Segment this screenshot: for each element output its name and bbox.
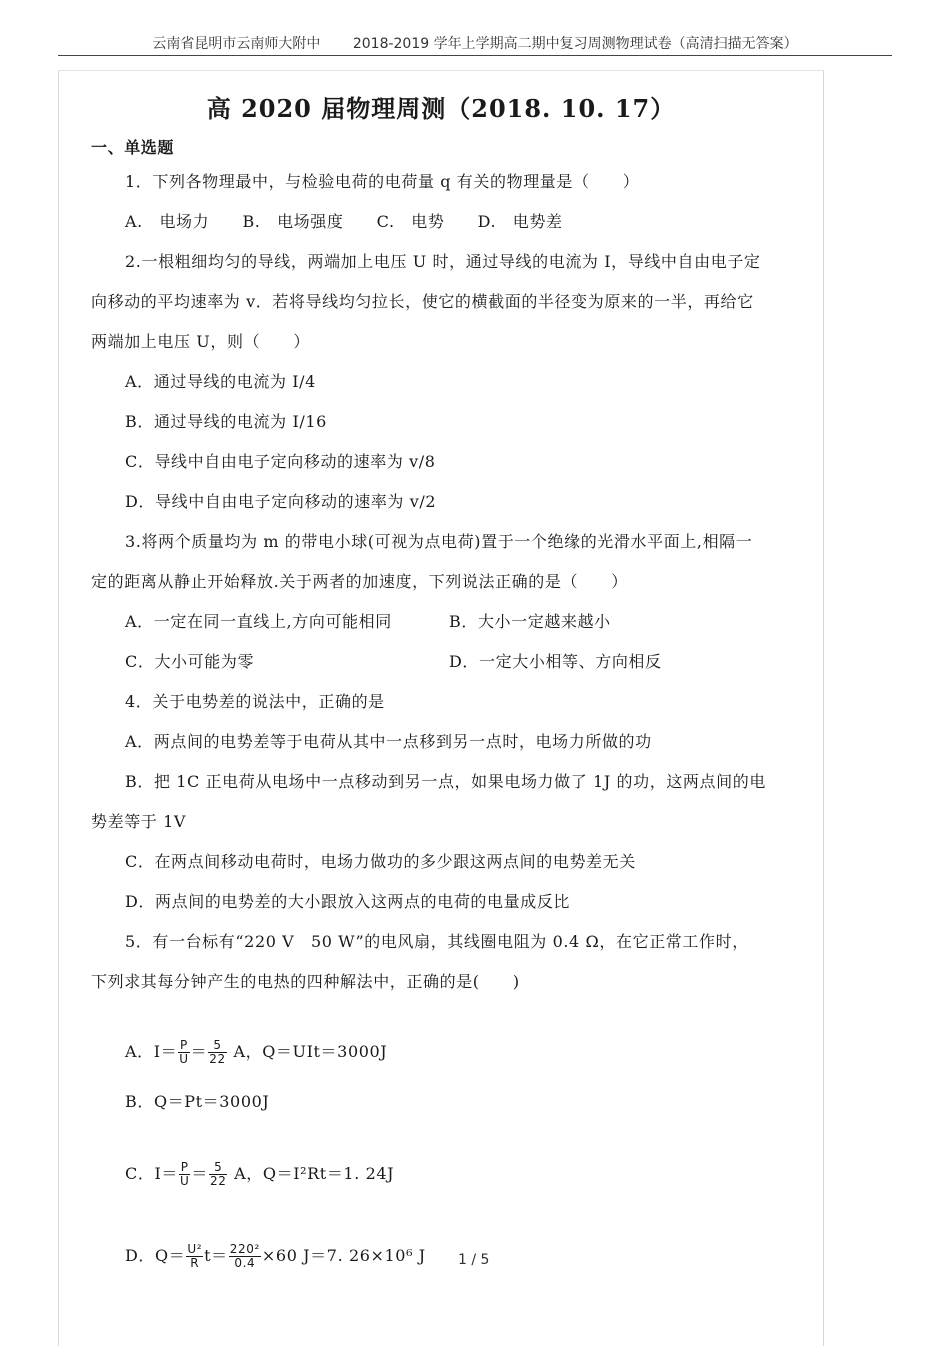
page-header [0, 33, 950, 53]
fraction-p-over-u [179, 1161, 190, 1188]
q5-a-prefix: A．I＝ [125, 1042, 178, 1061]
q3-stem-line2: 定的距离从静止开始释放.关于两者的加速度，下列说法正确的是（ ） [91, 572, 628, 591]
fraction-5-over-22 [209, 1161, 227, 1188]
fraction-u2-over-r [186, 1243, 203, 1270]
q5-stem-line2: 下列求其每分钟产生的电热的四种解法中，正确的是( ) [91, 972, 520, 991]
fraction-numerator: U² [187, 1242, 203, 1256]
q5-d-prefix: D．Q＝ [125, 1246, 186, 1265]
q4-option-c: C．在两点间移动电荷时，电场力做功的多少跟这两点间的电势差无关 [125, 852, 636, 871]
q2-stem-line3: 两端加上电压 U，则（ ） [91, 332, 310, 351]
q4-stem: 4．关于电势差的说法中，正确的是 [125, 692, 385, 711]
q5-option-c: C．I＝ $\frac{P}{U}$ ＝ $\frac{5}{22}$ A，Q＝I²Rt＝1. 24J [125, 1160, 395, 1188]
fraction-denominator: U [179, 1052, 189, 1066]
q2-stem-line2: 向移动的平均速率为 v．若将导线均匀拉长，使它的横截面的半径变为原来的一半，再给它 [91, 292, 754, 311]
section-heading: 一、单选题 [91, 138, 175, 157]
fraction-denominator: 0.4 [234, 1256, 256, 1270]
q3-option-d: D．一定大小相等、方向相反 [449, 652, 662, 671]
q3-option-c: C．大小可能为零 [125, 652, 255, 671]
q1-options: A. 电场力 B. 电场强度 C. 电势 D. 电势差 [125, 212, 563, 231]
fraction-numerator: P [180, 1160, 189, 1174]
page-number: 1 / 5 [458, 1252, 490, 1268]
q2-option-d: D．导线中自由电子定向移动的速率为 v/2 [125, 492, 437, 511]
q2-stem-line1: 2.一根粗细均匀的导线，两端加上电压 U 时，通过导线的电流为 I，导线中自由电子定 [125, 252, 761, 271]
fraction-p-over-u [178, 1039, 189, 1066]
q3-stem-line1: 3.将两个质量均为 m 的带电小球(可视为点电荷)置于一个绝缘的光滑水平面上,相隔一 [125, 532, 753, 551]
fraction-denominator: R [190, 1256, 200, 1270]
q5-c-prefix: C．I＝ [125, 1164, 178, 1183]
q4-option-d: D．两点间的电势差的大小跟放入这两点的电荷的电量成反比 [125, 892, 571, 911]
document-page [58, 70, 824, 1346]
fraction-numerator: 5 [209, 1161, 227, 1175]
header-exam-title: 2018-2019 学年上学期高二期中复习周测物理试卷（高清扫描无答案） [352, 36, 798, 52]
q2-option-a: A．通过导线的电流为 I/4 [125, 372, 316, 391]
q5-d-suffix: ×60 J＝7. 26×10⁶ J [261, 1246, 426, 1265]
fraction-denominator: 22 [209, 1174, 227, 1188]
q2-option-b: B．通过导线的电流为 I/16 [125, 412, 327, 431]
fraction-220sq-over-04 [229, 1243, 261, 1270]
q5-option-b: B．Q＝Pt＝3000J [125, 1092, 270, 1111]
fraction-5-over-22 [208, 1039, 226, 1066]
fraction-numerator: 220² [229, 1242, 260, 1256]
q5-option-a: A．I＝ $\frac{P}{U}$ ＝ $\frac{5}{22}$ A，Q＝UIt＝3000J [125, 1038, 388, 1066]
fraction-denominator: U [179, 1174, 190, 1188]
page-title: 高 2020 届物理周测（2018. 10. 17） [206, 94, 676, 123]
q4-option-b-line1: B．把 1C 正电荷从电场中一点移动到另一点，如果电场力做了 1J 的功，这两点间的电 [125, 772, 766, 791]
fraction-denominator: 22 [209, 1052, 226, 1066]
q5-option-d: D．Q＝ $\frac{\text{U²}}{R}$ t＝ $\frac{\text{220²}}{0.4}$ ×60 J＝7. 26×10⁶ J [125, 1242, 426, 1270]
q5-stem-line1: 5．有一台标有“220 V 50 W”的电风扇，其线圈电阻为 0.4 Ω，在它正常工作时， [125, 932, 749, 951]
q2-option-c: C．导线中自由电子定向移动的速率为 v/8 [125, 452, 436, 471]
fraction-numerator: 5 [208, 1039, 226, 1053]
header-school: 云南省昆明市云南师大附中 [152, 36, 321, 52]
q5-c-suffix: A，Q＝I²Rt＝1. 24J [234, 1164, 395, 1183]
q4-option-b-line2: 势差等于 1V [91, 812, 187, 831]
q3-option-b: B．大小一定越来越小 [449, 612, 611, 631]
q1-stem: 1．下列各物理最中，与检验电荷的电荷量 q 有关的物理量是（ ） [125, 172, 640, 191]
q4-option-a: A．两点间的电势差等于电荷从其中一点移到另一点时，电场力所做的功 [125, 732, 652, 751]
q5-a-suffix: A，Q＝UIt＝3000J [233, 1042, 388, 1061]
fraction-numerator: P [180, 1038, 188, 1052]
q3-option-a: A．一定在同一直线上,方向可能相同 [125, 612, 392, 631]
header-divider [58, 55, 892, 56]
